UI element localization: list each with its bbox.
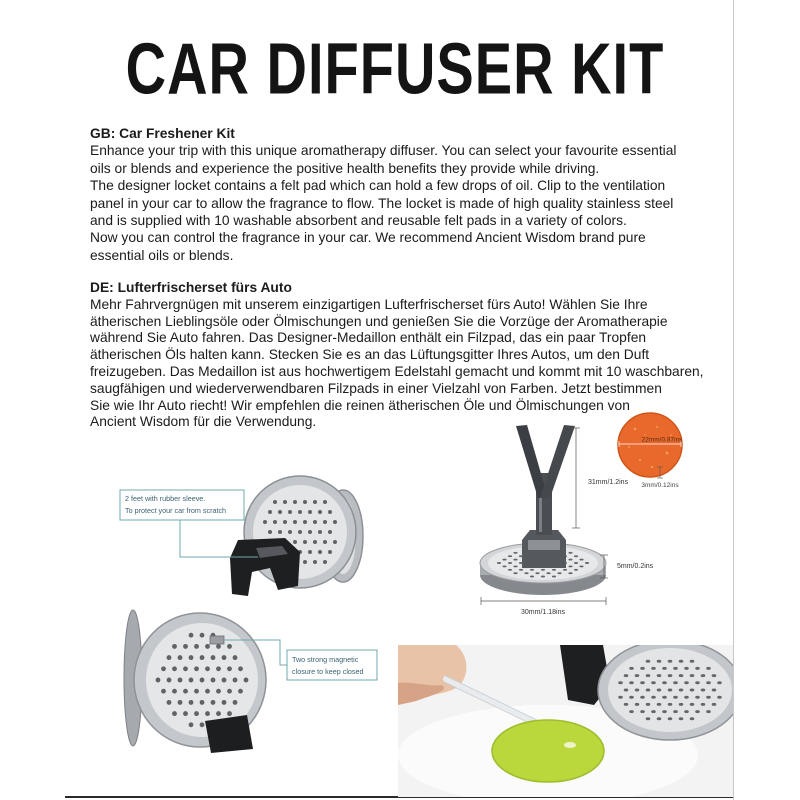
vent-hole bbox=[508, 562, 512, 564]
vent-clip-body bbox=[230, 538, 300, 596]
vent-hole bbox=[189, 678, 194, 683]
vent-hole bbox=[706, 696, 711, 699]
vent-hole bbox=[313, 520, 317, 524]
vent-hole bbox=[662, 681, 667, 684]
english-description bbox=[90, 125, 676, 264]
vent-hole bbox=[701, 674, 706, 677]
vent-hole bbox=[298, 530, 302, 534]
vent-hole bbox=[167, 678, 172, 683]
vent-hole bbox=[684, 681, 689, 684]
vent-hole bbox=[541, 576, 545, 578]
vent-hole bbox=[161, 666, 166, 671]
vent-hole bbox=[333, 520, 337, 524]
diameter-dimension-line bbox=[481, 597, 606, 605]
german-line: ätherischen Lieblingsöle oder Ölmischungen und genießen Sie die Vorzüge der Aromatherapie bbox=[90, 313, 668, 329]
vent-hole bbox=[668, 674, 673, 677]
vent-hole bbox=[657, 674, 662, 677]
clip-height-label: 31mm/1.2ins bbox=[588, 479, 629, 486]
german-line: Mehr Fahrvergnügen mit unserem einzigartigen Lufterfrischerset fürs Auto! Wählen Sie Ihre bbox=[90, 296, 648, 312]
vent-hole bbox=[227, 711, 232, 716]
vent-hole bbox=[178, 700, 183, 705]
vent-hole bbox=[273, 520, 277, 524]
vent-hole bbox=[313, 560, 317, 564]
vent-hole bbox=[657, 660, 662, 663]
vent-hole bbox=[308, 550, 312, 554]
vent-hole bbox=[557, 572, 561, 574]
vent-hole bbox=[717, 681, 722, 684]
locket-thickness-label: 5mm/0.2ins bbox=[617, 563, 654, 570]
vent-hole bbox=[618, 696, 623, 699]
vent-hole bbox=[640, 667, 645, 670]
vent-hole bbox=[216, 689, 221, 694]
vent-hole bbox=[211, 700, 216, 705]
english-line: and is supplied with 10 washable absorbent and reusable felt pads in a variety of colors. bbox=[90, 213, 627, 229]
german-line: freizugeben. Das Medaillon ist aus hochwertigem Edelstahl gemacht und kommt mit 10 waschbaren, bbox=[90, 363, 704, 379]
vent-hole bbox=[629, 667, 634, 670]
vent-hole bbox=[497, 562, 501, 564]
vent-hole bbox=[574, 562, 578, 564]
vent-hole bbox=[194, 711, 199, 716]
vent-hole bbox=[679, 717, 684, 720]
vent-hole bbox=[535, 572, 539, 574]
clip-right-prong bbox=[540, 425, 575, 498]
vent-hole bbox=[662, 696, 667, 699]
vent-hole bbox=[552, 569, 556, 571]
vent-hole bbox=[690, 660, 695, 663]
vent-hole bbox=[651, 681, 656, 684]
vent-hole bbox=[278, 510, 282, 514]
vent-hole bbox=[227, 666, 232, 671]
vent-hole bbox=[172, 644, 177, 649]
vent-hole bbox=[513, 559, 517, 561]
vent-hole bbox=[513, 572, 517, 574]
vent-hole bbox=[568, 559, 572, 561]
vent-hole bbox=[328, 550, 332, 554]
vent-hole bbox=[308, 510, 312, 514]
vent-hole bbox=[624, 703, 629, 706]
vent-hole bbox=[205, 666, 210, 671]
vent-hole bbox=[268, 530, 272, 534]
vent-hole bbox=[167, 700, 172, 705]
vent-hole bbox=[546, 572, 550, 574]
vent-hole bbox=[200, 655, 205, 660]
vent-hole bbox=[200, 700, 205, 705]
callout-line-2: closure to keep closed bbox=[292, 667, 364, 676]
vent-hole bbox=[717, 696, 722, 699]
vent-hole bbox=[530, 576, 534, 578]
height-dimension-line bbox=[572, 428, 580, 528]
vent-hole bbox=[194, 689, 199, 694]
vent-hole bbox=[216, 644, 221, 649]
vent-hole bbox=[690, 688, 695, 691]
vent-hole bbox=[508, 569, 512, 571]
vent-hole bbox=[161, 689, 166, 694]
vent-hole bbox=[679, 674, 684, 677]
vent-hole bbox=[313, 500, 317, 504]
vent-clip-body bbox=[205, 715, 253, 753]
english-line: The designer locket contains a felt pad which can hold a few drops of oil. Clip to the ventilation bbox=[90, 178, 666, 194]
vent-hole bbox=[333, 540, 337, 544]
vent-hole bbox=[222, 655, 227, 660]
vent-clip-dimension-image bbox=[470, 418, 660, 623]
vent-hole bbox=[568, 572, 572, 574]
vent-hole bbox=[673, 681, 678, 684]
vent-hole bbox=[668, 688, 673, 691]
vent-hole bbox=[579, 565, 583, 567]
vent-hole bbox=[513, 565, 517, 567]
vent-hole bbox=[200, 678, 205, 683]
vent-hole bbox=[568, 552, 572, 554]
vent-hole bbox=[668, 703, 673, 706]
vent-hole bbox=[183, 666, 188, 671]
vent-hole bbox=[695, 667, 700, 670]
vent-hole bbox=[701, 703, 706, 706]
vent-hole bbox=[205, 689, 210, 694]
vent-hole bbox=[673, 710, 678, 713]
vent-hole bbox=[323, 500, 327, 504]
vent-hole bbox=[178, 678, 183, 683]
vent-hole bbox=[712, 703, 717, 706]
vent-hole bbox=[318, 550, 322, 554]
english-line: essential oils or blends. bbox=[90, 247, 234, 263]
vent-hole bbox=[695, 696, 700, 699]
vent-hole bbox=[189, 722, 194, 727]
vent-hole bbox=[172, 666, 177, 671]
vent-hole bbox=[216, 711, 221, 716]
vent-hole bbox=[211, 678, 216, 683]
vent-hole bbox=[194, 666, 199, 671]
vent-hole bbox=[624, 674, 629, 677]
vent-hole bbox=[673, 696, 678, 699]
callout-line-1: 2 feet with rubber sleeve. bbox=[125, 494, 206, 503]
vent-hole bbox=[303, 560, 307, 564]
magnetic-closure-image bbox=[115, 603, 385, 758]
vent-hole bbox=[668, 717, 673, 720]
vent-hole bbox=[178, 655, 183, 660]
vent-hole bbox=[323, 520, 327, 524]
vent-hole bbox=[211, 655, 216, 660]
vent-hole bbox=[283, 520, 287, 524]
vent-hole bbox=[222, 700, 227, 705]
vent-hole bbox=[293, 520, 297, 524]
vent-hole bbox=[712, 674, 717, 677]
rubber-feet-callout-image bbox=[110, 468, 375, 603]
vent-hole bbox=[519, 569, 523, 571]
vent-hole bbox=[244, 678, 249, 683]
vent-hole bbox=[684, 710, 689, 713]
vent-hole bbox=[662, 667, 667, 670]
vent-hole bbox=[318, 510, 322, 514]
vent-hole bbox=[579, 559, 583, 561]
vent-hole bbox=[657, 717, 662, 720]
pad-diameter-label: 22mm/0.87ins bbox=[641, 436, 683, 444]
vent-hole bbox=[646, 660, 651, 663]
vent-hole bbox=[673, 667, 678, 670]
vent-hole bbox=[513, 552, 517, 554]
clip-spring bbox=[528, 540, 560, 550]
vent-hole bbox=[222, 678, 227, 683]
vent-hole bbox=[640, 696, 645, 699]
vent-hole bbox=[189, 700, 194, 705]
vent-hole bbox=[227, 644, 232, 649]
vent-hole bbox=[651, 710, 656, 713]
vent-hole bbox=[233, 678, 238, 683]
vent-hole bbox=[283, 500, 287, 504]
english-line: Enhance your trip with this unique aromatherapy diffuser. You can select your favourite essential bbox=[90, 143, 677, 159]
vent-hole bbox=[200, 722, 205, 727]
german-line: Sie wie Ihr Auto riecht! Wir empfehlen die reinen ätherischen Öle und Ölmischungen von bbox=[90, 397, 630, 413]
vent-hole bbox=[684, 667, 689, 670]
vent-hole bbox=[541, 569, 545, 571]
vent-hole bbox=[293, 500, 297, 504]
vent-hole bbox=[318, 530, 322, 534]
vent-hole bbox=[227, 689, 232, 694]
callout-line-2: To protect your car from scratch bbox=[125, 506, 227, 515]
vent-hole bbox=[635, 674, 640, 677]
vent-hole bbox=[690, 674, 695, 677]
vent-hole bbox=[524, 572, 528, 574]
vent-hole bbox=[238, 666, 243, 671]
vent-hole bbox=[530, 569, 534, 571]
vent-hole bbox=[268, 510, 272, 514]
vent-hole bbox=[701, 688, 706, 691]
vent-hole bbox=[690, 717, 695, 720]
vent-hole bbox=[706, 710, 711, 713]
vent-hole bbox=[695, 681, 700, 684]
vent-hole bbox=[679, 703, 684, 706]
locket-diameter-label: 30mm/1.18ins bbox=[521, 609, 565, 616]
vent-hole bbox=[657, 703, 662, 706]
vent-hole bbox=[695, 710, 700, 713]
vent-hole bbox=[635, 703, 640, 706]
vent-hole bbox=[183, 711, 188, 716]
vent-hole bbox=[563, 569, 567, 571]
german-line: Ancient Wisdom für die Verwendung. bbox=[90, 414, 317, 430]
magnetic-latch bbox=[210, 636, 224, 644]
german-line: saugfähigen und wiederverwendbaren Filzpads in einer Vielzahl von Farben. Jetzt bestimmen bbox=[90, 380, 662, 396]
vent-hole bbox=[278, 530, 282, 534]
vent-hole bbox=[585, 562, 589, 564]
vent-hole bbox=[156, 678, 161, 683]
vent-hole bbox=[303, 500, 307, 504]
german-line: während Sie Auto fahren. Das Designer-Medaillon enthält ein Filzpad, das ein paar Tropfen bbox=[90, 330, 647, 346]
vent-hole bbox=[629, 696, 634, 699]
vent-hole bbox=[629, 710, 634, 713]
vent-hole bbox=[167, 655, 172, 660]
vent-hole bbox=[273, 500, 277, 504]
pad-thickness-label: 3mm/0.12ins bbox=[641, 482, 679, 489]
vent-hole bbox=[233, 700, 238, 705]
vent-hole bbox=[189, 655, 194, 660]
vent-hole bbox=[679, 660, 684, 663]
english-heading: GB: Car Freshener Kit bbox=[90, 126, 235, 141]
vent-hole bbox=[684, 696, 689, 699]
vent-hole bbox=[323, 540, 327, 544]
vent-hole bbox=[172, 689, 177, 694]
vent-hole bbox=[200, 633, 205, 638]
vent-hole bbox=[574, 555, 578, 557]
vent-hole bbox=[574, 569, 578, 571]
oil-droplet bbox=[564, 742, 576, 748]
german-line: ätherischen Öls halten kann. Stecken Sie es an das Lüftungsgitter Ihres Autos, um den Duft bbox=[90, 347, 650, 363]
vent-hole bbox=[651, 696, 656, 699]
vent-hole bbox=[298, 510, 302, 514]
vent-hole bbox=[216, 666, 221, 671]
page-title: CAR DIFFUSER KIT bbox=[125, 27, 665, 110]
vent-hole bbox=[293, 540, 297, 544]
vent-hole bbox=[635, 688, 640, 691]
vent-hole bbox=[288, 510, 292, 514]
vent-hole bbox=[183, 689, 188, 694]
vent-hole bbox=[194, 644, 199, 649]
german-heading: DE: Lufterfrischerset fürs Auto bbox=[90, 280, 292, 295]
vent-hole bbox=[502, 565, 506, 567]
vent-hole bbox=[640, 710, 645, 713]
vent-hole bbox=[646, 703, 651, 706]
vent-hole bbox=[706, 681, 711, 684]
vent-hole bbox=[679, 688, 684, 691]
vent-hole bbox=[618, 681, 623, 684]
callout-line-1: Two strong magnetic bbox=[292, 655, 359, 664]
vent-hole bbox=[308, 530, 312, 534]
vent-hole bbox=[646, 717, 651, 720]
vent-hole bbox=[263, 520, 267, 524]
vent-hole bbox=[303, 540, 307, 544]
right-border-rule bbox=[733, 0, 734, 800]
vent-hole bbox=[508, 555, 512, 557]
vent-hole bbox=[288, 530, 292, 534]
vent-hole bbox=[233, 655, 238, 660]
vent-hole bbox=[328, 510, 332, 514]
vent-hole bbox=[323, 560, 327, 564]
vent-hole bbox=[552, 576, 556, 578]
vent-hole bbox=[668, 660, 673, 663]
vent-hole bbox=[183, 644, 188, 649]
vent-hole bbox=[205, 711, 210, 716]
vent-hole bbox=[172, 711, 177, 716]
vent-hole bbox=[189, 633, 194, 638]
vent-hole bbox=[712, 688, 717, 691]
vent-hole bbox=[624, 688, 629, 691]
vent-hole bbox=[651, 667, 656, 670]
vent-hole bbox=[568, 565, 572, 567]
dropper-felt-photo bbox=[398, 645, 733, 797]
vent-hole bbox=[629, 681, 634, 684]
vent-hole bbox=[646, 688, 651, 691]
vent-hole bbox=[303, 520, 307, 524]
english-line: Now you can control the fragrance in your car. We recommend Ancient Wisdom brand pure bbox=[90, 230, 646, 246]
vent-hole bbox=[646, 674, 651, 677]
vent-hole bbox=[706, 667, 711, 670]
vent-hole bbox=[662, 710, 667, 713]
vent-hole bbox=[640, 681, 645, 684]
vent-hole bbox=[205, 644, 210, 649]
vent-hole bbox=[238, 689, 243, 694]
vent-hole bbox=[502, 559, 506, 561]
vent-hole bbox=[328, 530, 332, 534]
english-line: oils or blends and experience the positive health benefits they provide while driving. bbox=[90, 160, 600, 176]
english-line: panel in your car to allow the fragrance to flow. The locket is made of high quality stainless steel bbox=[90, 195, 674, 211]
clip-left-prong bbox=[516, 425, 548, 498]
vent-hole bbox=[657, 688, 662, 691]
vent-hole bbox=[690, 703, 695, 706]
vent-hole bbox=[313, 540, 317, 544]
